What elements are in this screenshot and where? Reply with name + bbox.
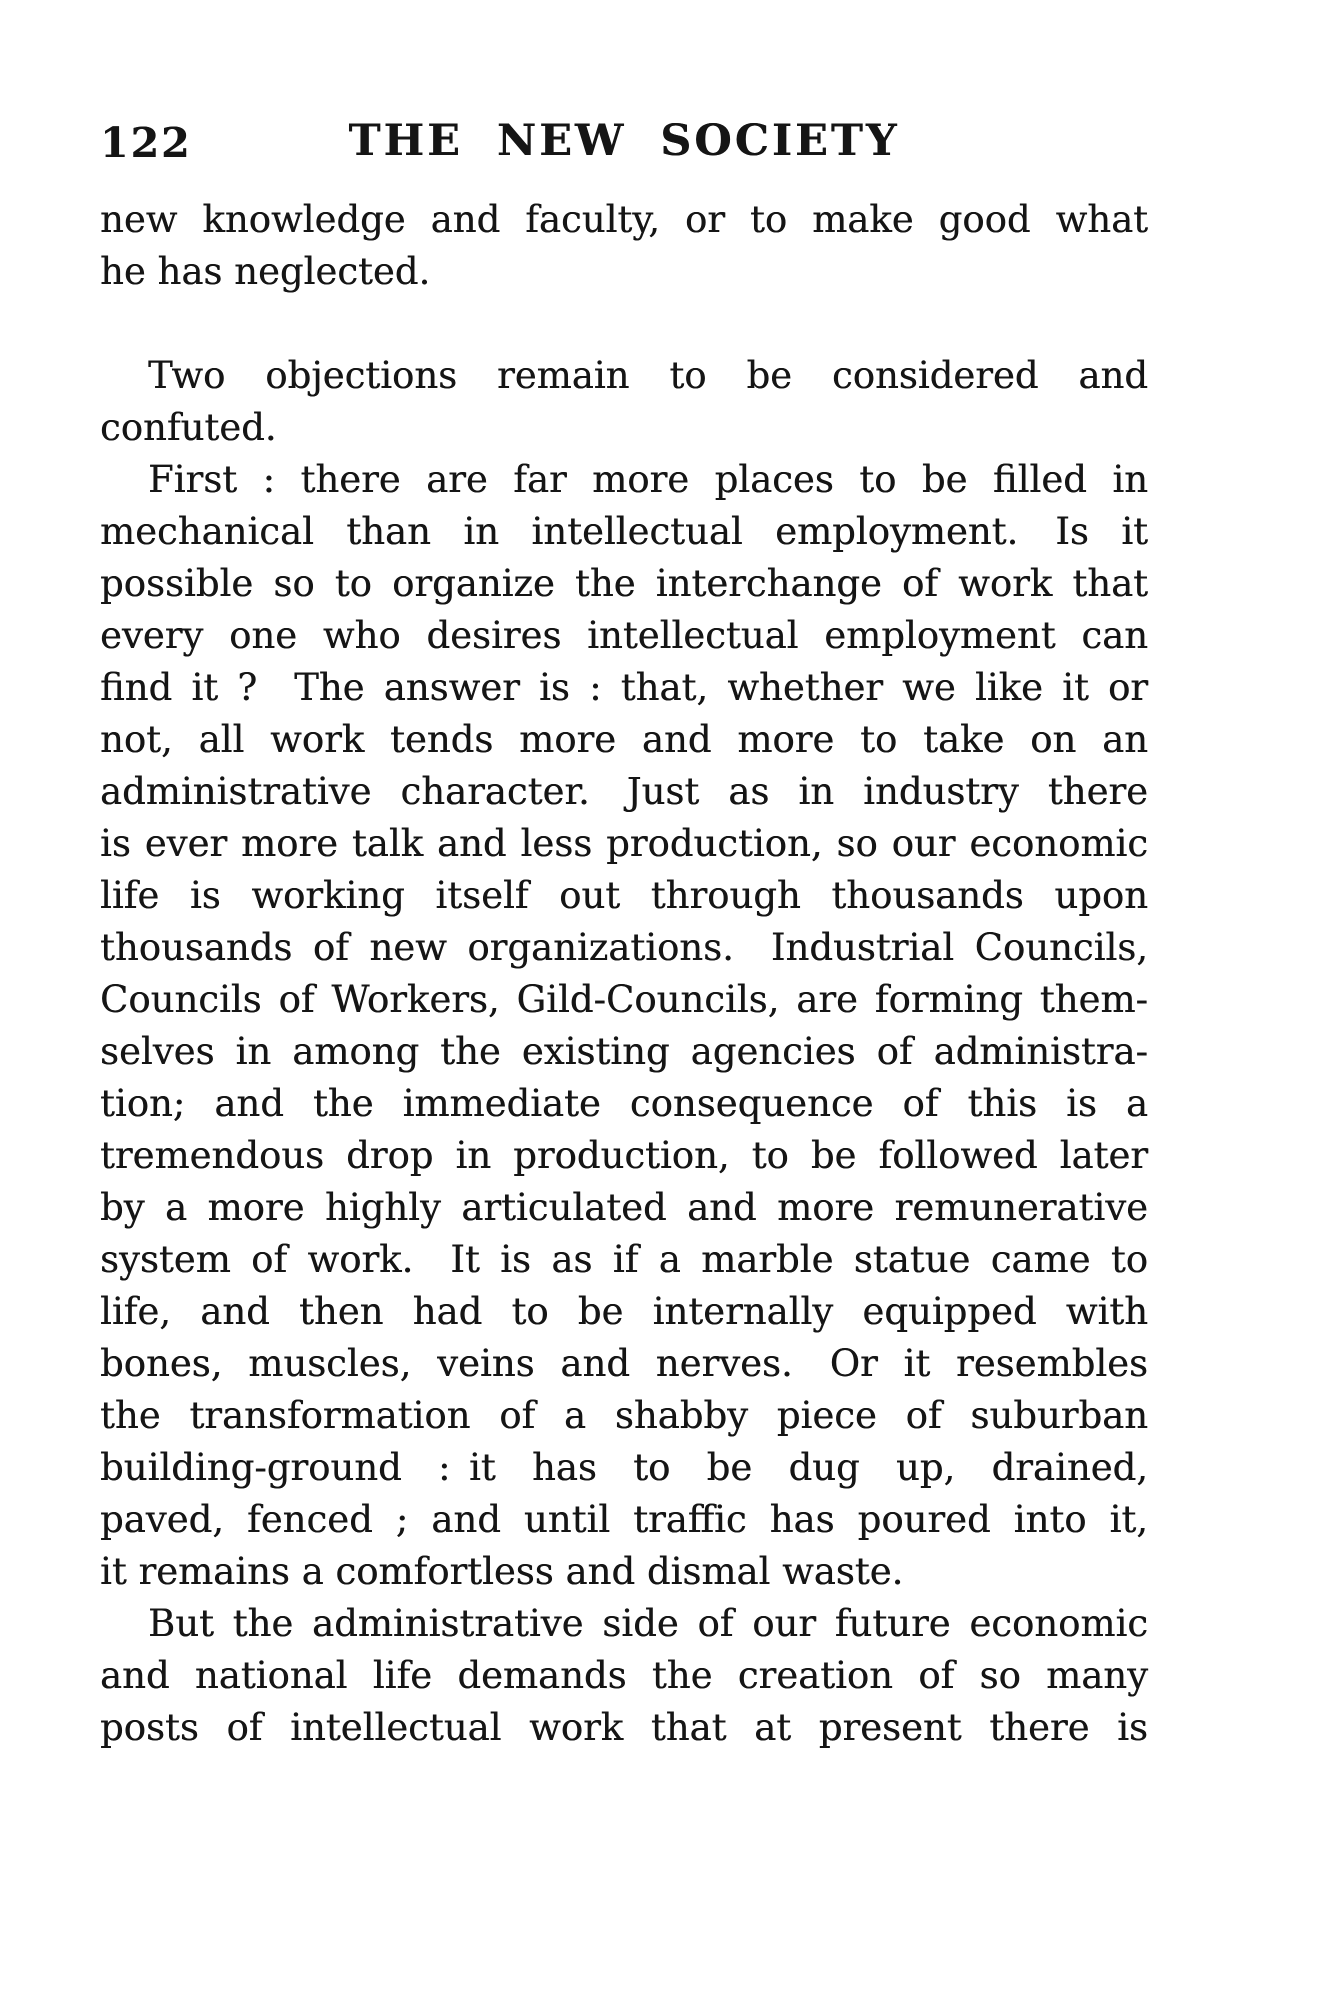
text-line: the transformation of a shabby piece of suburban: [100, 1394, 1148, 1437]
text-line: he has neglected.: [100, 250, 431, 293]
text-line: find it ? The answer is : that, whether we like it or: [100, 666, 1148, 709]
text-line: paved, fenced ; and until traffic has poured into it,: [100, 1498, 1148, 1541]
page-header: [100, 116, 1148, 168]
text-line: confuted.: [100, 406, 277, 449]
text-line: bones, muscles, veins and nerves. Or it resembles: [100, 1342, 1148, 1385]
text-line: selves in among the existing agencies of administra-: [100, 1030, 1148, 1073]
text-line: every one who desires intellectual employment can: [100, 614, 1148, 657]
text-line: But the administrative side of our future economic: [148, 1602, 1148, 1645]
text-line: new knowledge and faculty, or to make good what: [100, 198, 1148, 241]
text-line: possible so to organize the interchange of work that: [100, 562, 1148, 605]
text-line: not, all work tends more and more to take on an: [100, 718, 1148, 761]
text-line: it remains a comfortless and dismal waste.: [100, 1550, 904, 1593]
paragraph: [100, 194, 1148, 298]
text-line: life is working itself out through thousands upon: [100, 874, 1148, 917]
text-line: administrative character. Just as in industry there: [100, 770, 1148, 813]
paragraph: [100, 454, 1148, 1598]
text-line: system of work. It is as if a marble statue came to: [100, 1238, 1148, 1281]
text-line: building-ground : it has to be dug up, drained,: [100, 1446, 1148, 1489]
text-line: Two objections remain to be considered and: [148, 354, 1148, 397]
page-body: [100, 194, 1148, 1754]
paragraph: [100, 350, 1148, 454]
text-line: is ever more talk and less production, so our economic: [100, 822, 1148, 865]
text-line: and national life demands the creation of so many: [100, 1654, 1148, 1697]
text-line: First : there are far more places to be filled in: [148, 458, 1148, 501]
text-line: life, and then had to be internally equipped with: [100, 1290, 1148, 1333]
text-line: tremendous drop in production, to be followed later: [100, 1134, 1148, 1177]
text-line: posts of intellectual work that at present there is: [100, 1706, 1148, 1749]
text-line: by a more highly articulated and more remunerative: [100, 1186, 1148, 1229]
text-line: thousands of new organizations. Industrial Councils,: [100, 926, 1148, 969]
text-line: Councils of Workers, Gild-Councils, are forming them-: [100, 978, 1148, 1021]
running-title: THE NEW SOCIETY: [348, 116, 900, 166]
paragraph: [100, 1598, 1148, 1754]
text-line: mechanical than in intellectual employment. Is it: [100, 510, 1148, 553]
text-line: tion; and the immediate consequence of this is a: [100, 1082, 1148, 1125]
page-number: 122: [100, 119, 192, 167]
